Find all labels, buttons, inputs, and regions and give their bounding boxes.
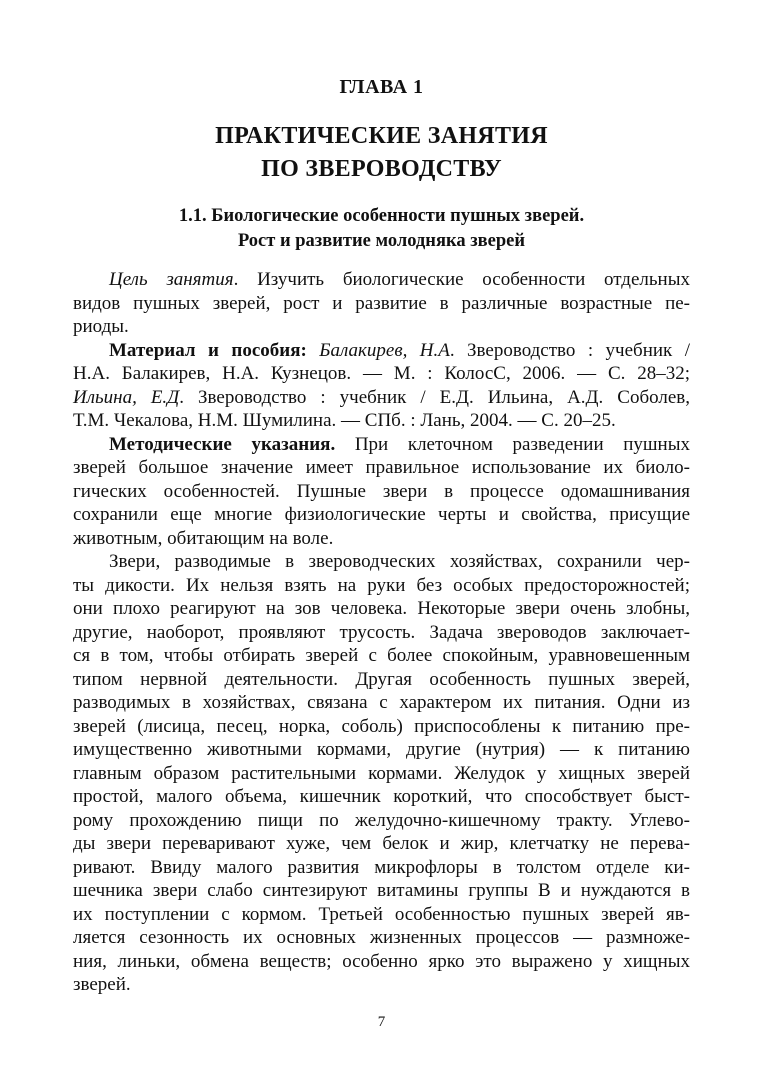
text-line: ляется сезонность их основных жизненных процессов — размноже-: [73, 927, 690, 948]
chapter-label: ГЛАВА 1: [339, 76, 424, 98]
text-line: [73, 386, 690, 410]
text-line: ния, линьки, обмена веществ; особенно ярко это выражено у хищных: [73, 950, 690, 972]
text-line: разводимых в хозяйствах, связана с характером их питания. Одни из: [73, 692, 690, 713]
text-line: [73, 268, 690, 292]
text-line: другие, наоборот, проявляют трусость. Задача звероводов заключает-: [73, 621, 690, 643]
text-line: главным образом растительными кормами. Желудок у хищных зверей: [73, 762, 690, 784]
paragraph-guidelines: [73, 433, 690, 551]
text-run: . Звероводство : учебник /: [449, 339, 690, 361]
text-run: . Изучить биологические особенности отдельных: [233, 269, 690, 290]
section-heading-line-2: Рост и развитие молодняка зверей: [237, 231, 526, 251]
paragraph-goal: [73, 268, 690, 339]
body-text: [73, 268, 690, 997]
text-line: простой, малого объема, кишечник короткий, что способствует быст-: [73, 786, 690, 807]
author-name: Балакирев, Н.А: [319, 339, 450, 361]
text-line: рому прохождению пищи по желудочно-кишечному тракту. Углево-: [73, 809, 690, 831]
paragraph-animals: [73, 550, 690, 997]
text-line: шечника звери слабо синтезируют витамины группы В и нуждаются в: [73, 880, 690, 901]
text-line: зверей (лисица, песец, норка, соболь) приспособлены к питанию пре-: [73, 715, 690, 737]
text-line: они плохо реагируют на зов человека. Некоторые звери очень злобны,: [73, 598, 690, 619]
text-run: . Звероводство : учебник / Е.Д. Ильина, А.Д. Соболев,: [179, 386, 690, 408]
text-line: гических особенностей. Пушные звери в процессе одомашнивания: [73, 480, 690, 502]
chapter-title-line-2: ПО ЗВЕРОВОДСТВУ: [261, 156, 502, 182]
guidelines-label: Методические указания.: [109, 433, 336, 455]
chapter-title-line-1: ПРАКТИЧЕСКИЕ ЗАНЯТИЯ: [215, 123, 548, 149]
materials-label: Материал и пособия:: [109, 339, 307, 361]
text-line: Звери, разводимые в звероводческих хозяйствах, сохранили чер-: [109, 551, 690, 572]
section-heading-line-1: 1.1. Биологические особенности пушных зверей.: [178, 206, 585, 226]
text-run: При клеточном разведении пушных: [335, 433, 690, 455]
text-line: ривают. Ввиду малого развития микрофлоры в толстом отделе ки-: [73, 856, 690, 878]
goal-label: Цель занятия: [109, 269, 234, 290]
text-line: их поступлении с кормом. Третьей особенностью пушных зверей яв-: [73, 903, 690, 925]
page-number: 7: [377, 1014, 386, 1030]
text-line: животным, обитающим на воле.: [73, 527, 334, 549]
text-line: ты дикости. Их нельзя взять на руки без особых предосторожностей;: [73, 574, 690, 596]
author-name: Ильина, Е.Д: [73, 386, 180, 408]
text-line: [73, 339, 690, 363]
text-line: [73, 433, 690, 457]
chapter-title: [0, 120, 763, 186]
text-line: типом нервной деятельности. Другая особенность пушных зверей,: [73, 668, 690, 690]
text-line: Н.А. Балакирев, Н.А. Кузнецов. — М. : КолосС, 2006. — С. 28–32;: [73, 363, 690, 384]
text-line: зверей.: [73, 974, 131, 995]
text-line: зверей большое значение имеет правильное использование их биоло-: [73, 457, 690, 478]
text-line: видов пушных зверей, рост и развитие в различные возрастные пе-: [73, 292, 690, 314]
text-line: сохранили еще многие физиологические черты и свойства, присущие: [73, 504, 690, 525]
text-line: ды звери переваривают хуже, чем белок и жир, клетчатку не перева-: [73, 833, 690, 854]
text-line: риоды.: [73, 316, 129, 337]
paragraph-materials: [73, 339, 690, 433]
text-line: имущественно животными кормами, другие (нутрия) — к питанию: [73, 739, 690, 760]
section-heading: [0, 204, 763, 254]
text-line: Т.М. Чекалова, Н.М. Шумилина. — СПб. : Лань, 2004. — С. 20–25.: [73, 410, 616, 431]
text-line: ся в том, чтобы отбирать зверей с более спокойным, уравновешенным: [73, 645, 690, 666]
